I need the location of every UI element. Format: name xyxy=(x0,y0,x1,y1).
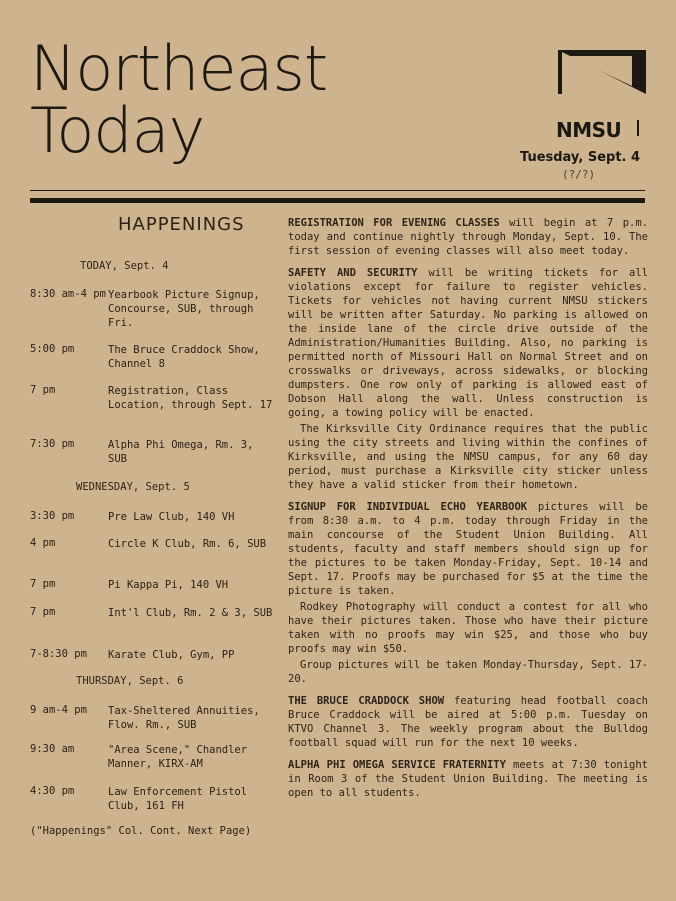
event-description: Circle K Club, Rm. 6, SUB xyxy=(108,538,267,550)
event-time: 7 pm xyxy=(30,606,56,618)
notice-paragraph: The Kirksville City Ordinance requires that the public using the city streets and living within the confines of Kirksville, and using the NMSU campus, for any 60 day period, must purchase a Kirksville city sticker unless they have a valid sticker from their hometown. xyxy=(288,423,648,491)
event-description: Law Enforcement Pistol Club, 161 FH xyxy=(108,786,248,812)
event-time: 5:00 pm xyxy=(30,343,75,355)
event-time: 7-8:30 pm xyxy=(30,648,87,660)
notice-paragraph: ALPHA PHI OMEGA SERVICE FRATERNITY meets at 7:30 tonight in Room 3 of the Student Union Building. The meeting is open to all students. xyxy=(288,759,649,799)
event-description: "Area Scene," Chandler Manner, KIRX-AM xyxy=(108,744,248,770)
event-description: Alpha Phi Omega, Rm. 3, SUB xyxy=(108,439,254,465)
event-time: 9 am-4 pm xyxy=(30,704,87,716)
happenings-heading: HAPPENINGS xyxy=(118,214,245,235)
logo-divider xyxy=(637,120,639,136)
masthead-rule-bottom xyxy=(30,198,645,203)
issue-date: Tuesday, Sept. 4 xyxy=(520,150,641,165)
event-description: Int'l Club, Rm. 2 & 3, SUB xyxy=(108,607,273,619)
event-time: 8:30 am-4 pm xyxy=(30,288,106,300)
event-description: The Bruce Craddock Show, Channel 8 xyxy=(108,344,260,370)
notice-paragraph: Group pictures will be taken Monday-Thursday, Sept. 17-20. xyxy=(288,659,648,685)
event-description: Yearbook Picture Signup, Concourse, SUB, through Fri. xyxy=(108,289,260,329)
event-description: Tax-Sheltered Annuities, Flow. Rm., SUB xyxy=(108,705,260,731)
day-label: WEDNESDAY, Sept. 5 xyxy=(76,481,190,493)
notice-paragraph: SAFETY AND SECURITY will be writing tickets for all violations except for failure to register vehicles. Tickets for vehicles not having current NMSU stickers will be written after Saturday. No parking is allowed on the inside lane of the circle drive outside of the Administration/Humanities Building. Also, no parking is permitted north of Missouri Hall on Normal Street and on crosswalks or driveways, across sidewalks, or blocking dumpsters. One row only of parking is allowed east of Dobson Hall along the wall. Unless construction is going, a towing policy will be enacted. xyxy=(288,267,648,419)
event-time: 7 pm xyxy=(30,384,56,396)
event-description: Karate Club, Gym, PP xyxy=(108,649,235,661)
notice-paragraph: SIGNUP FOR INDIVIDUAL ECHO YEARBOOK pictures will be from 8:30 a.m. to 4 p.m. today through Friday in the main concourse of the Student Union Building. All students, faculty and staff members should sign up for the pictures to be taken Monday-Friday, Sept. 10-14 and Sept. 17. Proofs may be purchased for $5 at the time the picture is taken. xyxy=(288,501,648,597)
masthead-rule-top xyxy=(30,190,645,191)
masthead-title-line2: Today xyxy=(30,94,205,167)
logo-text: NMSU xyxy=(556,118,622,142)
masthead-title xyxy=(30,32,328,167)
notice-paragraph: Rodkey Photography will conduct a contest for all who have their pictures taken. Those who have their picture taken with no proofs may win $25, and those who buy proofs may win $50. xyxy=(288,601,648,655)
event-description: Pi Kappa Pi, 140 VH xyxy=(108,579,229,591)
event-time: 4:30 pm xyxy=(30,785,75,797)
university-logo-icon xyxy=(558,50,646,94)
event-time: 7:30 pm xyxy=(30,438,75,450)
notice-paragraph: THE BRUCE CRADDOCK SHOW featuring head football coach Bruce Craddock will be aired at 5:00 p.m. Tuesday on KTVO Channel 3. The weekly program about the Bulldog football squad will run for the next 10 weeks. xyxy=(288,695,648,749)
event-description: Pre Law Club, 140 VH xyxy=(108,511,235,523)
event-time: 7 pm xyxy=(30,578,56,590)
masthead-title-line1: Northeast xyxy=(30,32,328,105)
day-label: THURSDAY, Sept. 6 xyxy=(76,675,184,687)
day-label: TODAY, Sept. 4 xyxy=(80,260,169,272)
issue-date-sub: (?/?) xyxy=(562,168,596,181)
event-description: Registration, Class Location, through Sept. 17 xyxy=(108,385,273,411)
event-time: 3:30 pm xyxy=(30,510,75,522)
event-time: 4 pm xyxy=(30,537,56,549)
notices-column xyxy=(288,216,648,808)
notice-paragraph: REGISTRATION FOR EVENING CLASSES will begin at 7 p.m. today and continue nightly through Monday, Sept. 10. The first session of evening classes will also meet today. xyxy=(288,217,648,257)
event-time: 9:30 am xyxy=(30,743,75,755)
continued-note: ("Happenings" Col. Cont. Next Page) xyxy=(30,825,252,837)
